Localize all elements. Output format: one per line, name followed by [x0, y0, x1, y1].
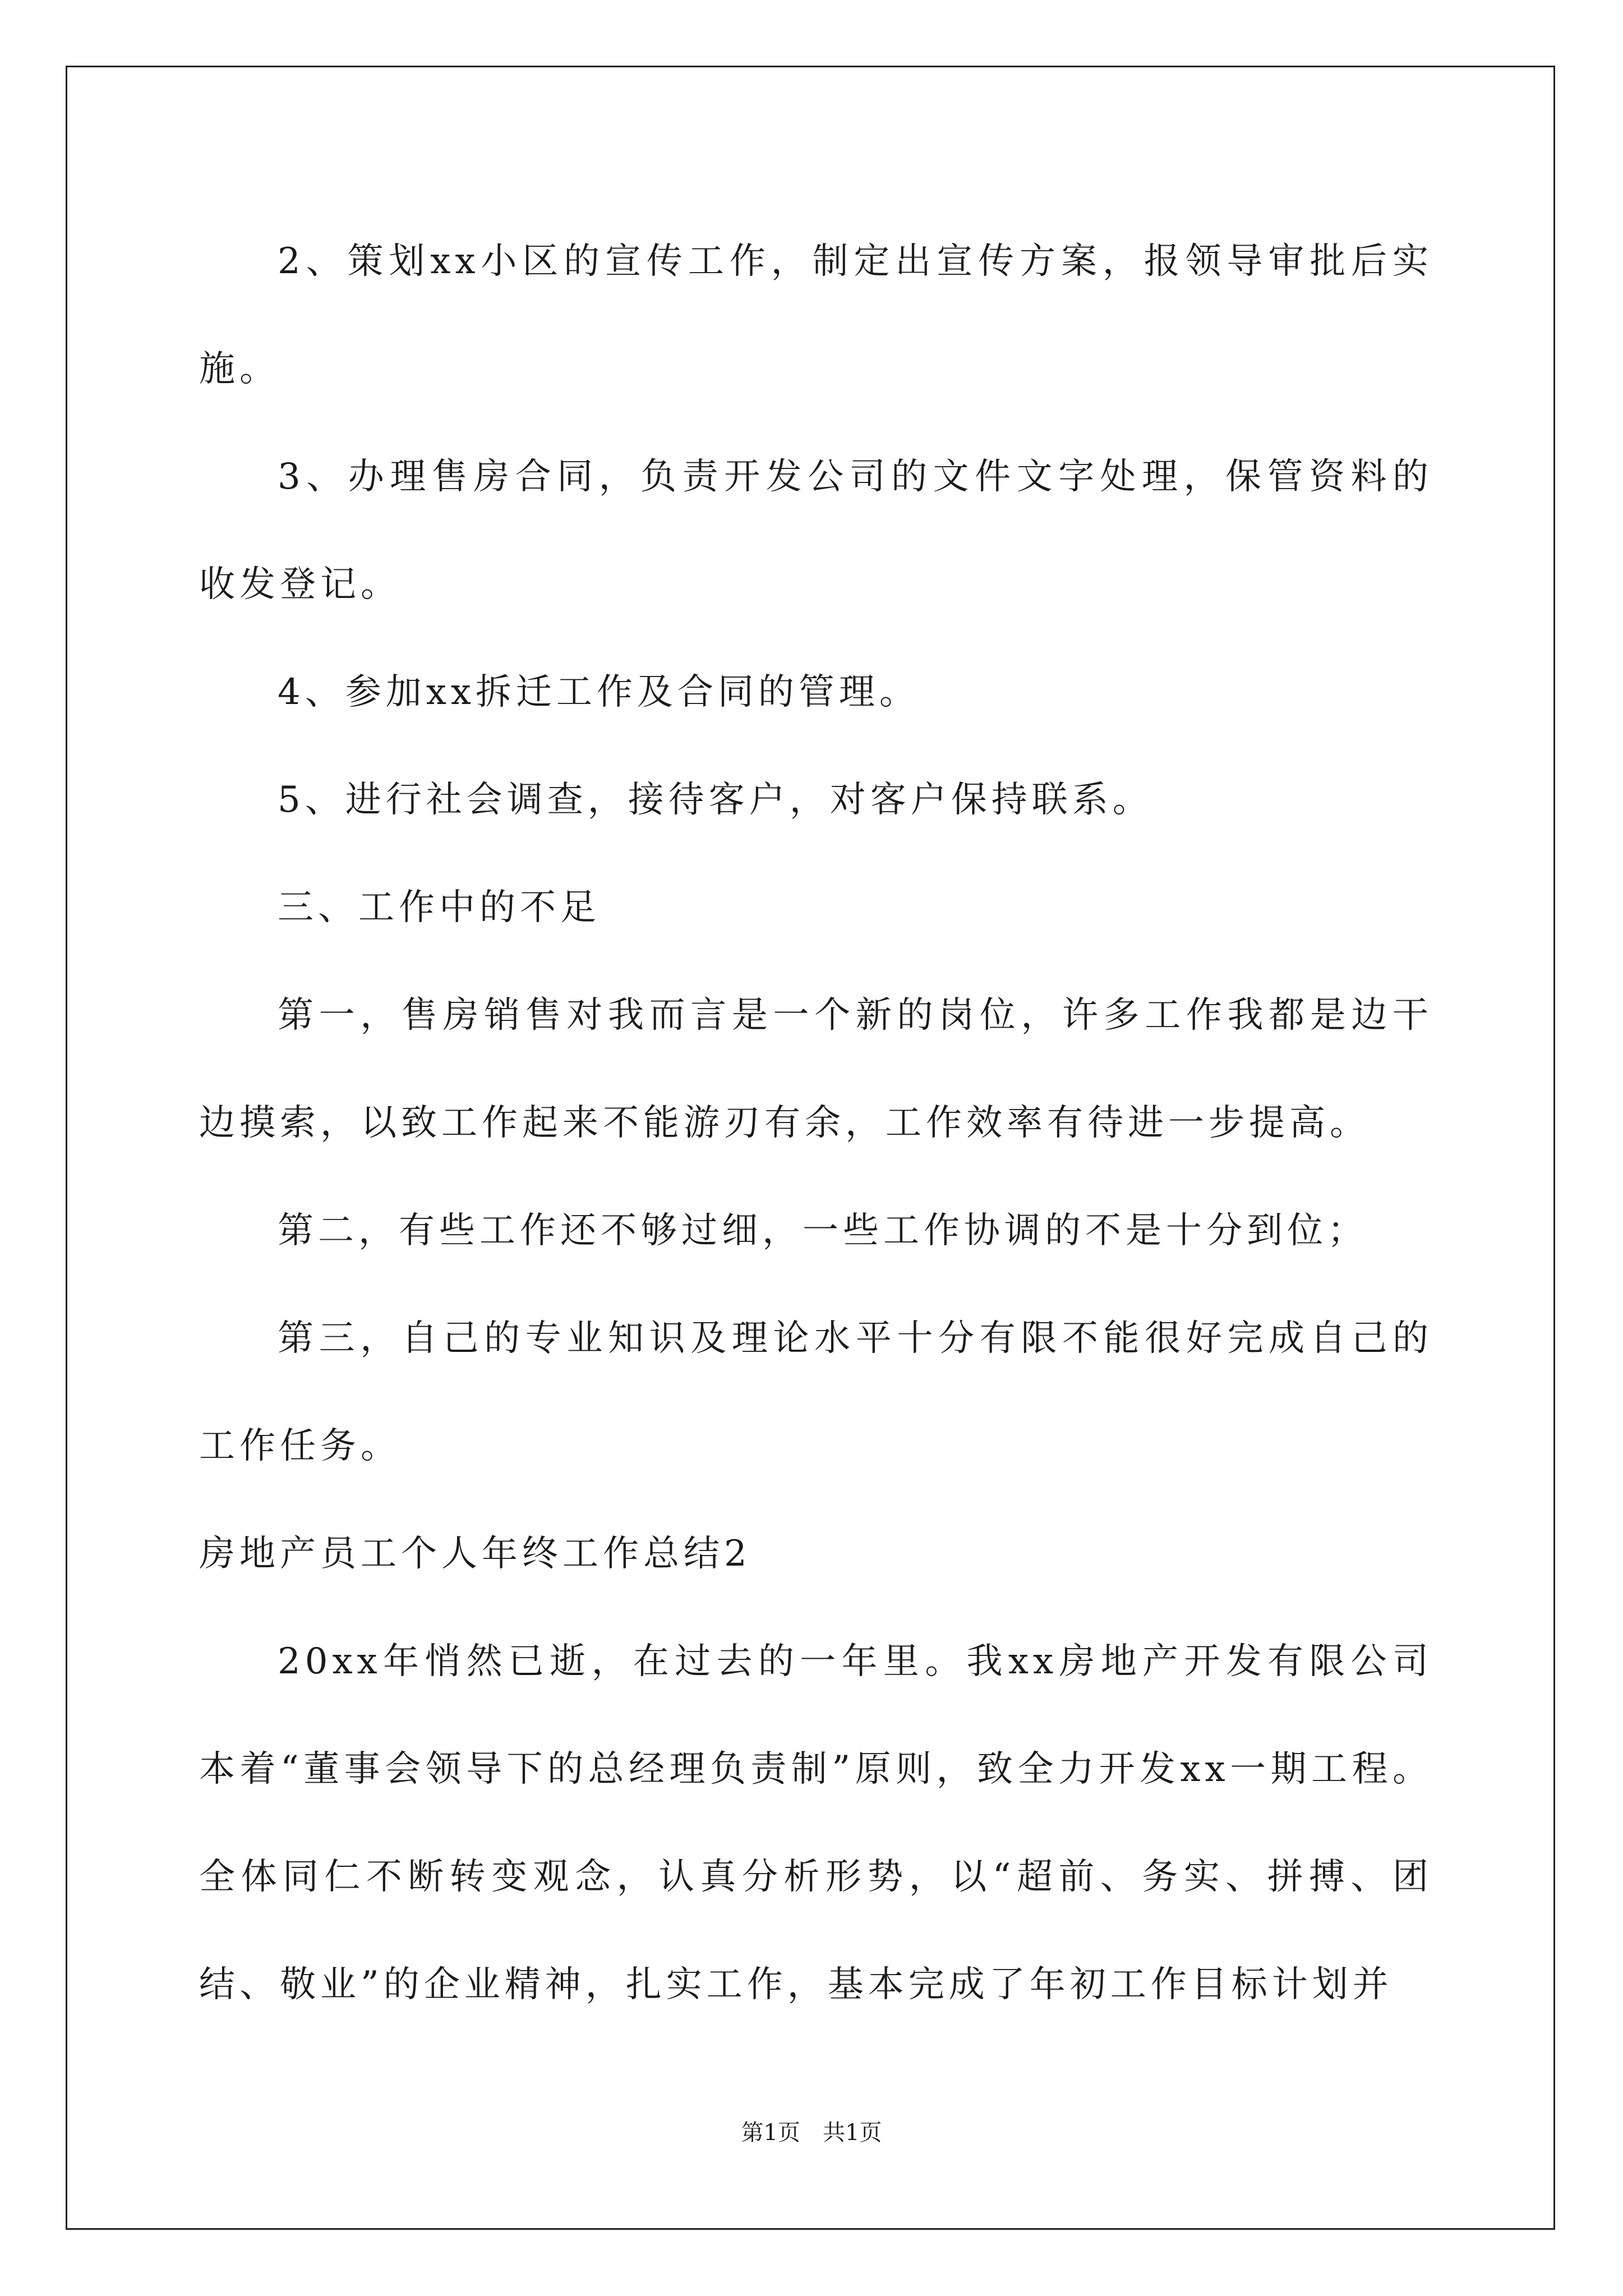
paragraph-second-shortcoming: 第二，有些工作还不够过细，一些工作协调的不是十分到位；: [278, 1210, 1368, 1251]
paragraph-item-3: 3、办理售房合同，负责开发公司的文件文字处理，保管资料的收发登记。: [199, 456, 1433, 605]
page-number-footer: 第1页 共1页: [741, 2120, 882, 2146]
paragraph-item-2: 2、策划xx小区的宣传工作，制定出宣传方案，报领导审批后实施。: [199, 241, 1433, 390]
document-body: [199, 208, 1433, 2039]
paragraph-first-shortcoming: 第一，售房销售对我而言是一个新的岗位，许多工作我都是边干边摸索，以致工作起来不能游刃有余，工作效率有待进一步提高。: [199, 995, 1433, 1144]
paragraph-item-5: 5、进行社会调查，接待客户，对客户保持联系。: [278, 779, 1153, 821]
paragraph-item-4: 4、参加xx拆迁工作及合同的管理。: [278, 671, 920, 713]
paragraph-third-shortcoming: 第三，自己的专业知识及理论水平十分有限不能很好完成自己的工作任务。: [199, 1318, 1433, 1467]
document-title-2: 房地产员工个人年终工作总结2: [199, 1533, 751, 1575]
paragraph-intro-2: 20xx年悄然已逝，在过去的一年里。我xx房地产开发有限公司本着“董事会领导下的总经理负责制”原则，致全力开发xx一期工程。全体同仁不断转变观念，认真分析形势，以“超前、务实、拼搏、团结、敬业”的企业精神，扎实工作，基本完成了年初工作目标计划并: [199, 1641, 1433, 2005]
section-heading-shortcomings: 三、工作中的不足: [278, 887, 601, 928]
